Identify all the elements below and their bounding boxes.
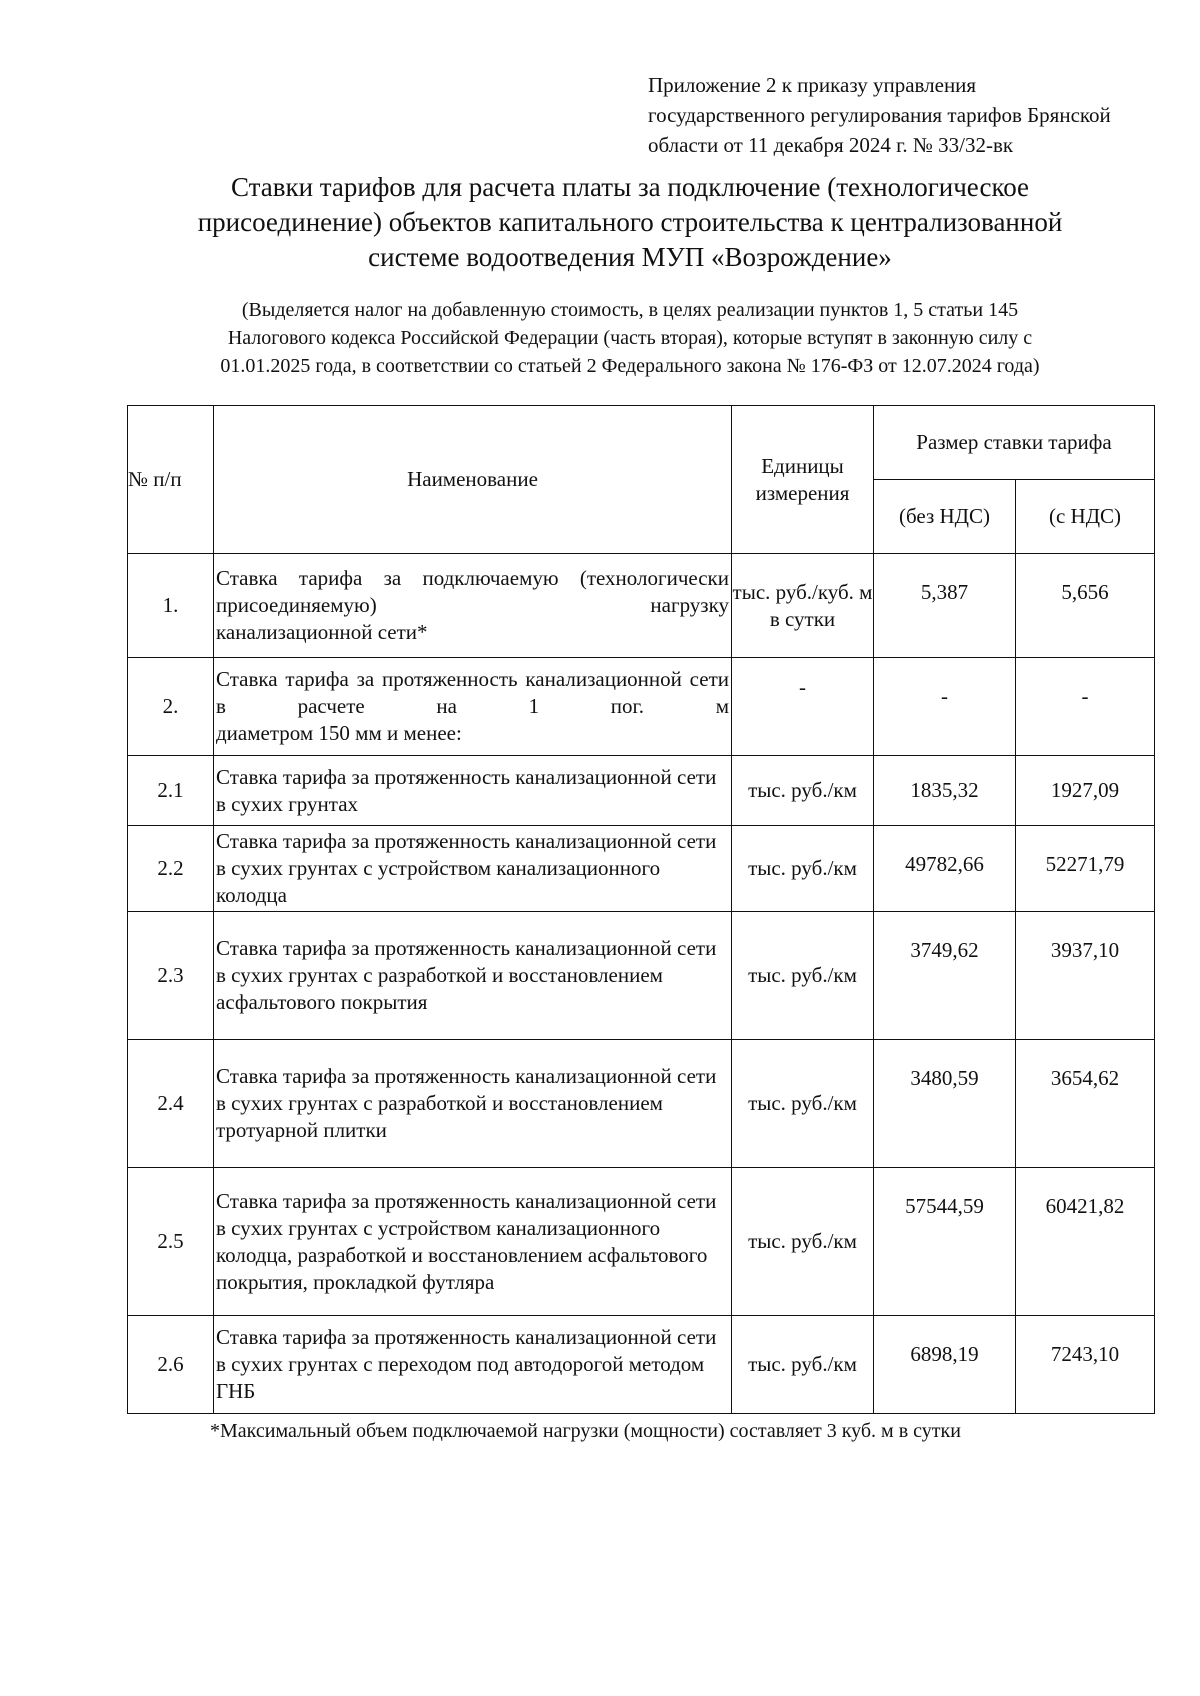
row-value-with-vat: 3654,62 xyxy=(1016,1040,1155,1168)
row-unit: тыс. руб./км xyxy=(732,826,874,912)
row-value-no-vat: - xyxy=(874,658,1016,756)
row-value-with-vat: 1927,09 xyxy=(1016,756,1155,826)
table-row xyxy=(128,1316,1155,1414)
header-name: Наименование xyxy=(214,406,732,554)
table-row xyxy=(128,658,1155,756)
table-row xyxy=(128,912,1155,1040)
row-value-no-vat: 5,387 xyxy=(874,554,1016,658)
row-unit: тыс. руб./км xyxy=(732,1316,874,1414)
row-value-with-vat: 3937,10 xyxy=(1016,912,1155,1040)
table-row xyxy=(128,1040,1155,1168)
row-name xyxy=(214,554,732,658)
row-unit: тыс. руб./км xyxy=(732,1168,874,1316)
vat-note-line: 01.01.2025 года, в соответствии со статьей 2 Федерального закона № 176-ФЗ от 12.07.2024 года) xyxy=(220,355,1040,377)
row-value-no-vat: 3480,59 xyxy=(874,1040,1016,1168)
row-value-with-vat: 60421,82 xyxy=(1016,1168,1155,1316)
row-name: Ставка тарифа за протяженность канализационной сети в сухих грунтах с устройством канализационного колодца, разработкой и восстановлением асфальтового покрытия, прокладкой футляра xyxy=(214,1168,732,1316)
row-name: Ставка тарифа за протяженность канализационной сети в сухих грунтах xyxy=(214,756,732,826)
header-note-line: области от 11 декабря 2024 г. № 33/32-вк xyxy=(648,133,1014,157)
row-value-with-vat: 5,656 xyxy=(1016,554,1155,658)
row-unit: - xyxy=(732,658,874,756)
row-value-no-vat: 57544,59 xyxy=(874,1168,1016,1316)
title-line: присоединение) объектов капитального строительства к централизованной xyxy=(197,207,1063,237)
row-value-no-vat: 1835,32 xyxy=(874,756,1016,826)
row-unit: тыс. руб./км xyxy=(732,912,874,1040)
vat-note-line: Налогового кодекса Российской Федерации (часть вторая), которые вступят в законную силу с xyxy=(227,327,1033,349)
footnote: *Максимальный объем подключаемой нагрузки (мощности) составляет 3 куб. м в сутки xyxy=(210,1420,961,1442)
row-name-last-line: диаметром 150 мм и менее: xyxy=(216,721,462,745)
header-rate: Размер ставки тарифа xyxy=(874,406,1155,480)
header-unit: Единицы измерения xyxy=(732,406,874,554)
row-name xyxy=(214,658,732,756)
row-name: Ставка тарифа за протяженность канализационной сети в сухих грунтах с переходом под автодорогой методом ГНБ xyxy=(214,1316,732,1414)
row-value-no-vat: 6898,19 xyxy=(874,1316,1016,1414)
row-num: 2.2 xyxy=(128,826,214,912)
header-with-vat: (с НДС) xyxy=(1016,480,1155,554)
appendix-header-note xyxy=(648,70,1168,160)
row-value-with-vat: 7243,10 xyxy=(1016,1316,1155,1414)
table-row xyxy=(128,1168,1155,1316)
row-value-no-vat: 49782,66 xyxy=(874,826,1016,912)
row-name-text: Ставка тарифа за протяженность канализационной сети в расчете на 1 пог. м xyxy=(216,667,729,718)
header-note-line: государственного регулирования тарифов Брянской xyxy=(648,103,1111,127)
row-name: Ставка тарифа за протяженность канализационной сети в сухих грунтах с разработкой и восстановлением асфальтового покрытия xyxy=(214,912,732,1040)
row-num: 2.4 xyxy=(128,1040,214,1168)
vat-note-line: (Выделяется налог на добавленную стоимость, в целях реализации пунктов 1, 5 статьи 145 xyxy=(241,299,1019,321)
title-line: системе водоотведения МУП «Возрождение» xyxy=(368,242,892,272)
row-unit: тыс. руб./км xyxy=(732,1040,874,1168)
table-header-row xyxy=(128,406,1155,480)
row-unit: тыс. руб./куб. м в сутки xyxy=(732,554,874,658)
row-name-last-line: канализационной сети* xyxy=(216,620,428,644)
header-no-vat: (без НДС) xyxy=(874,480,1016,554)
document-title xyxy=(120,170,1140,275)
row-value-with-vat: 52271,79 xyxy=(1016,826,1155,912)
row-unit: тыс. руб./км xyxy=(732,756,874,826)
vat-note xyxy=(120,296,1140,380)
row-num: 2. xyxy=(128,658,214,756)
row-value-with-vat: - xyxy=(1016,658,1155,756)
row-name: Ставка тарифа за протяженность канализационной сети в сухих грунтах с разработкой и восстановлением тротуарной плитки xyxy=(214,1040,732,1168)
row-num: 2.1 xyxy=(128,756,214,826)
header-num: № п/п xyxy=(128,406,214,554)
row-value-no-vat: 3749,62 xyxy=(874,912,1016,1040)
title-line: Ставки тарифов для расчета платы за подключение (технологическое xyxy=(230,172,1030,202)
tariff-table xyxy=(127,405,1155,1414)
row-num: 1. xyxy=(128,554,214,658)
table-row xyxy=(128,826,1155,912)
row-name-text: Ставка тарифа за подключаемую (технологически присоединяемую) нагрузку xyxy=(216,566,729,617)
header-note-line: Приложение 2 к приказу управления xyxy=(648,73,977,97)
row-num: 2.3 xyxy=(128,912,214,1040)
table-row xyxy=(128,756,1155,826)
row-name: Ставка тарифа за протяженность канализационной сети в сухих грунтах с устройством канализационного колодца xyxy=(214,826,732,912)
row-num: 2.6 xyxy=(128,1316,214,1414)
table-row xyxy=(128,554,1155,658)
row-num: 2.5 xyxy=(128,1168,214,1316)
